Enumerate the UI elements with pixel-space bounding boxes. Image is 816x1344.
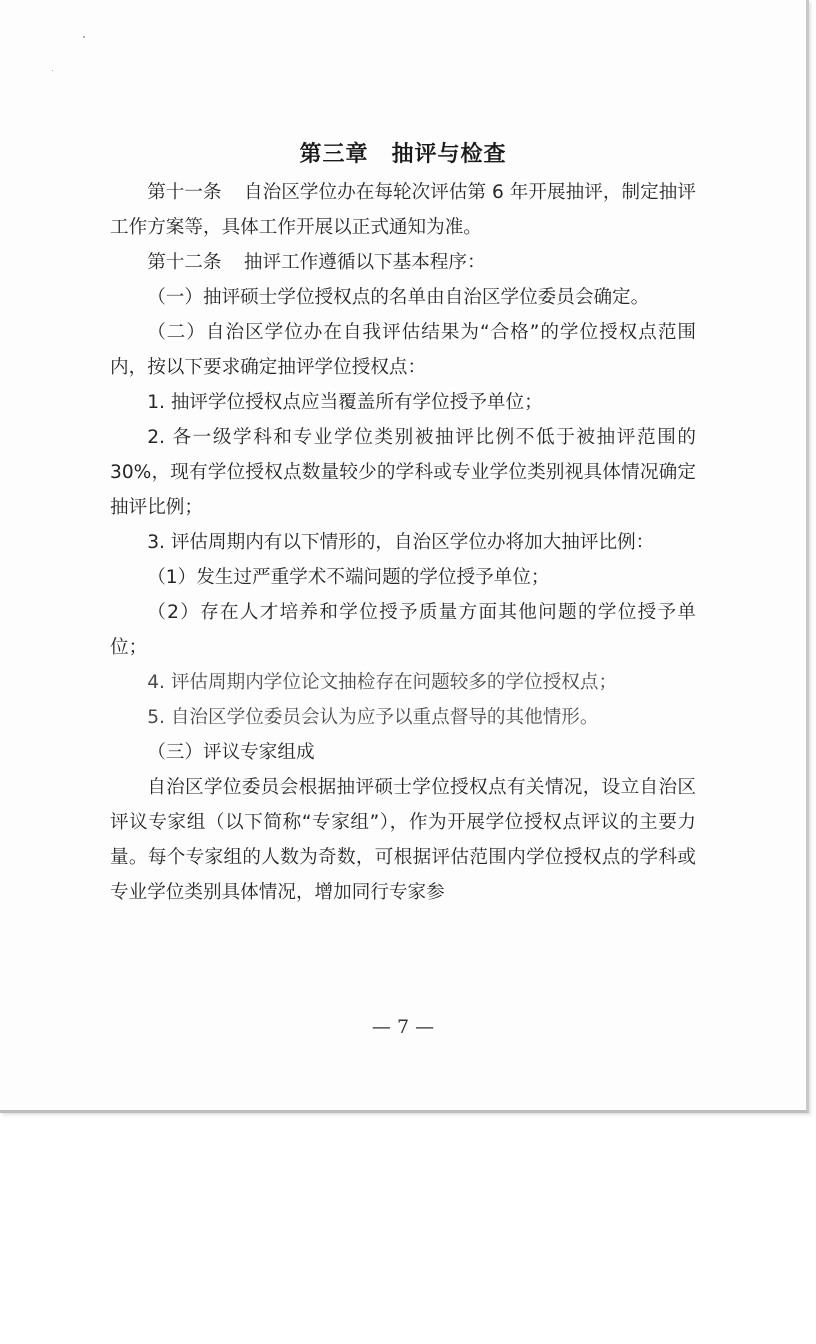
list-item: 4. 评估周期内学位论文抽检存在问题较多的学位授权点；	[147, 672, 618, 693]
paragraph: （一）抽评硕士学位授权点的名单由自治区学位委员会确定。	[147, 287, 650, 308]
article-11	[110, 175, 696, 245]
list-item: 2. 各一级学科和专业学位类别被抽评比例不低于被抽评范围的 30%，现有学位授权点数量较少的学科或专业学位类别视具体情况确定抽评比例；	[110, 427, 696, 518]
scan-speck	[52, 70, 53, 71]
sub-list-item: （2）存在人才培养和学位授予质量方面其他问题的学位授予单位；	[110, 602, 696, 658]
article-text: 抽评工作遵循以下基本程序：	[243, 252, 486, 273]
section-heading: （三）评议专家组成	[147, 742, 315, 763]
list-item: 3. 评估周期内有以下情形的，自治区学位办将加大抽评比例：	[147, 532, 655, 553]
page-number: — 7 —	[371, 1016, 435, 1038]
document-body	[110, 175, 696, 910]
article-label: 第十一条	[147, 182, 222, 203]
article-label: 第十二条	[147, 252, 222, 273]
article-12	[110, 245, 696, 280]
article-text: 自治区学位办在每轮次评估第 6 年开展抽评，制定抽评工作方案等，具体工作开展以正式通知为准。	[110, 182, 696, 238]
sub-list-item: （1）发生过严重学术不端问题的学位授予单位；	[147, 567, 550, 588]
scan-speck	[83, 36, 85, 38]
paragraph: 自治区学位委员会根据抽评硕士学位授权点有关情况，设立自治区评议专家组（以下简称“专家组”），作为开展学位授权点评议的主要力量。每个专家组的人数为奇数，可根据评估范围内学位授权点的学科或专业学位类别具体情况，增加同行专家参	[110, 777, 696, 903]
list-item: 5. 自治区学位委员会认为应予以重点督导的其他情形。	[147, 707, 599, 728]
chapter-title: 第三章 抽评与检查	[299, 141, 507, 167]
paragraph: （二）自治区学位办在自我评估结果为“合格”的学位授权点范围内，按以下要求确定抽评学位授权点：	[110, 322, 696, 378]
list-item: 1. 抽评学位授权点应当覆盖所有学位授予单位；	[147, 392, 543, 413]
